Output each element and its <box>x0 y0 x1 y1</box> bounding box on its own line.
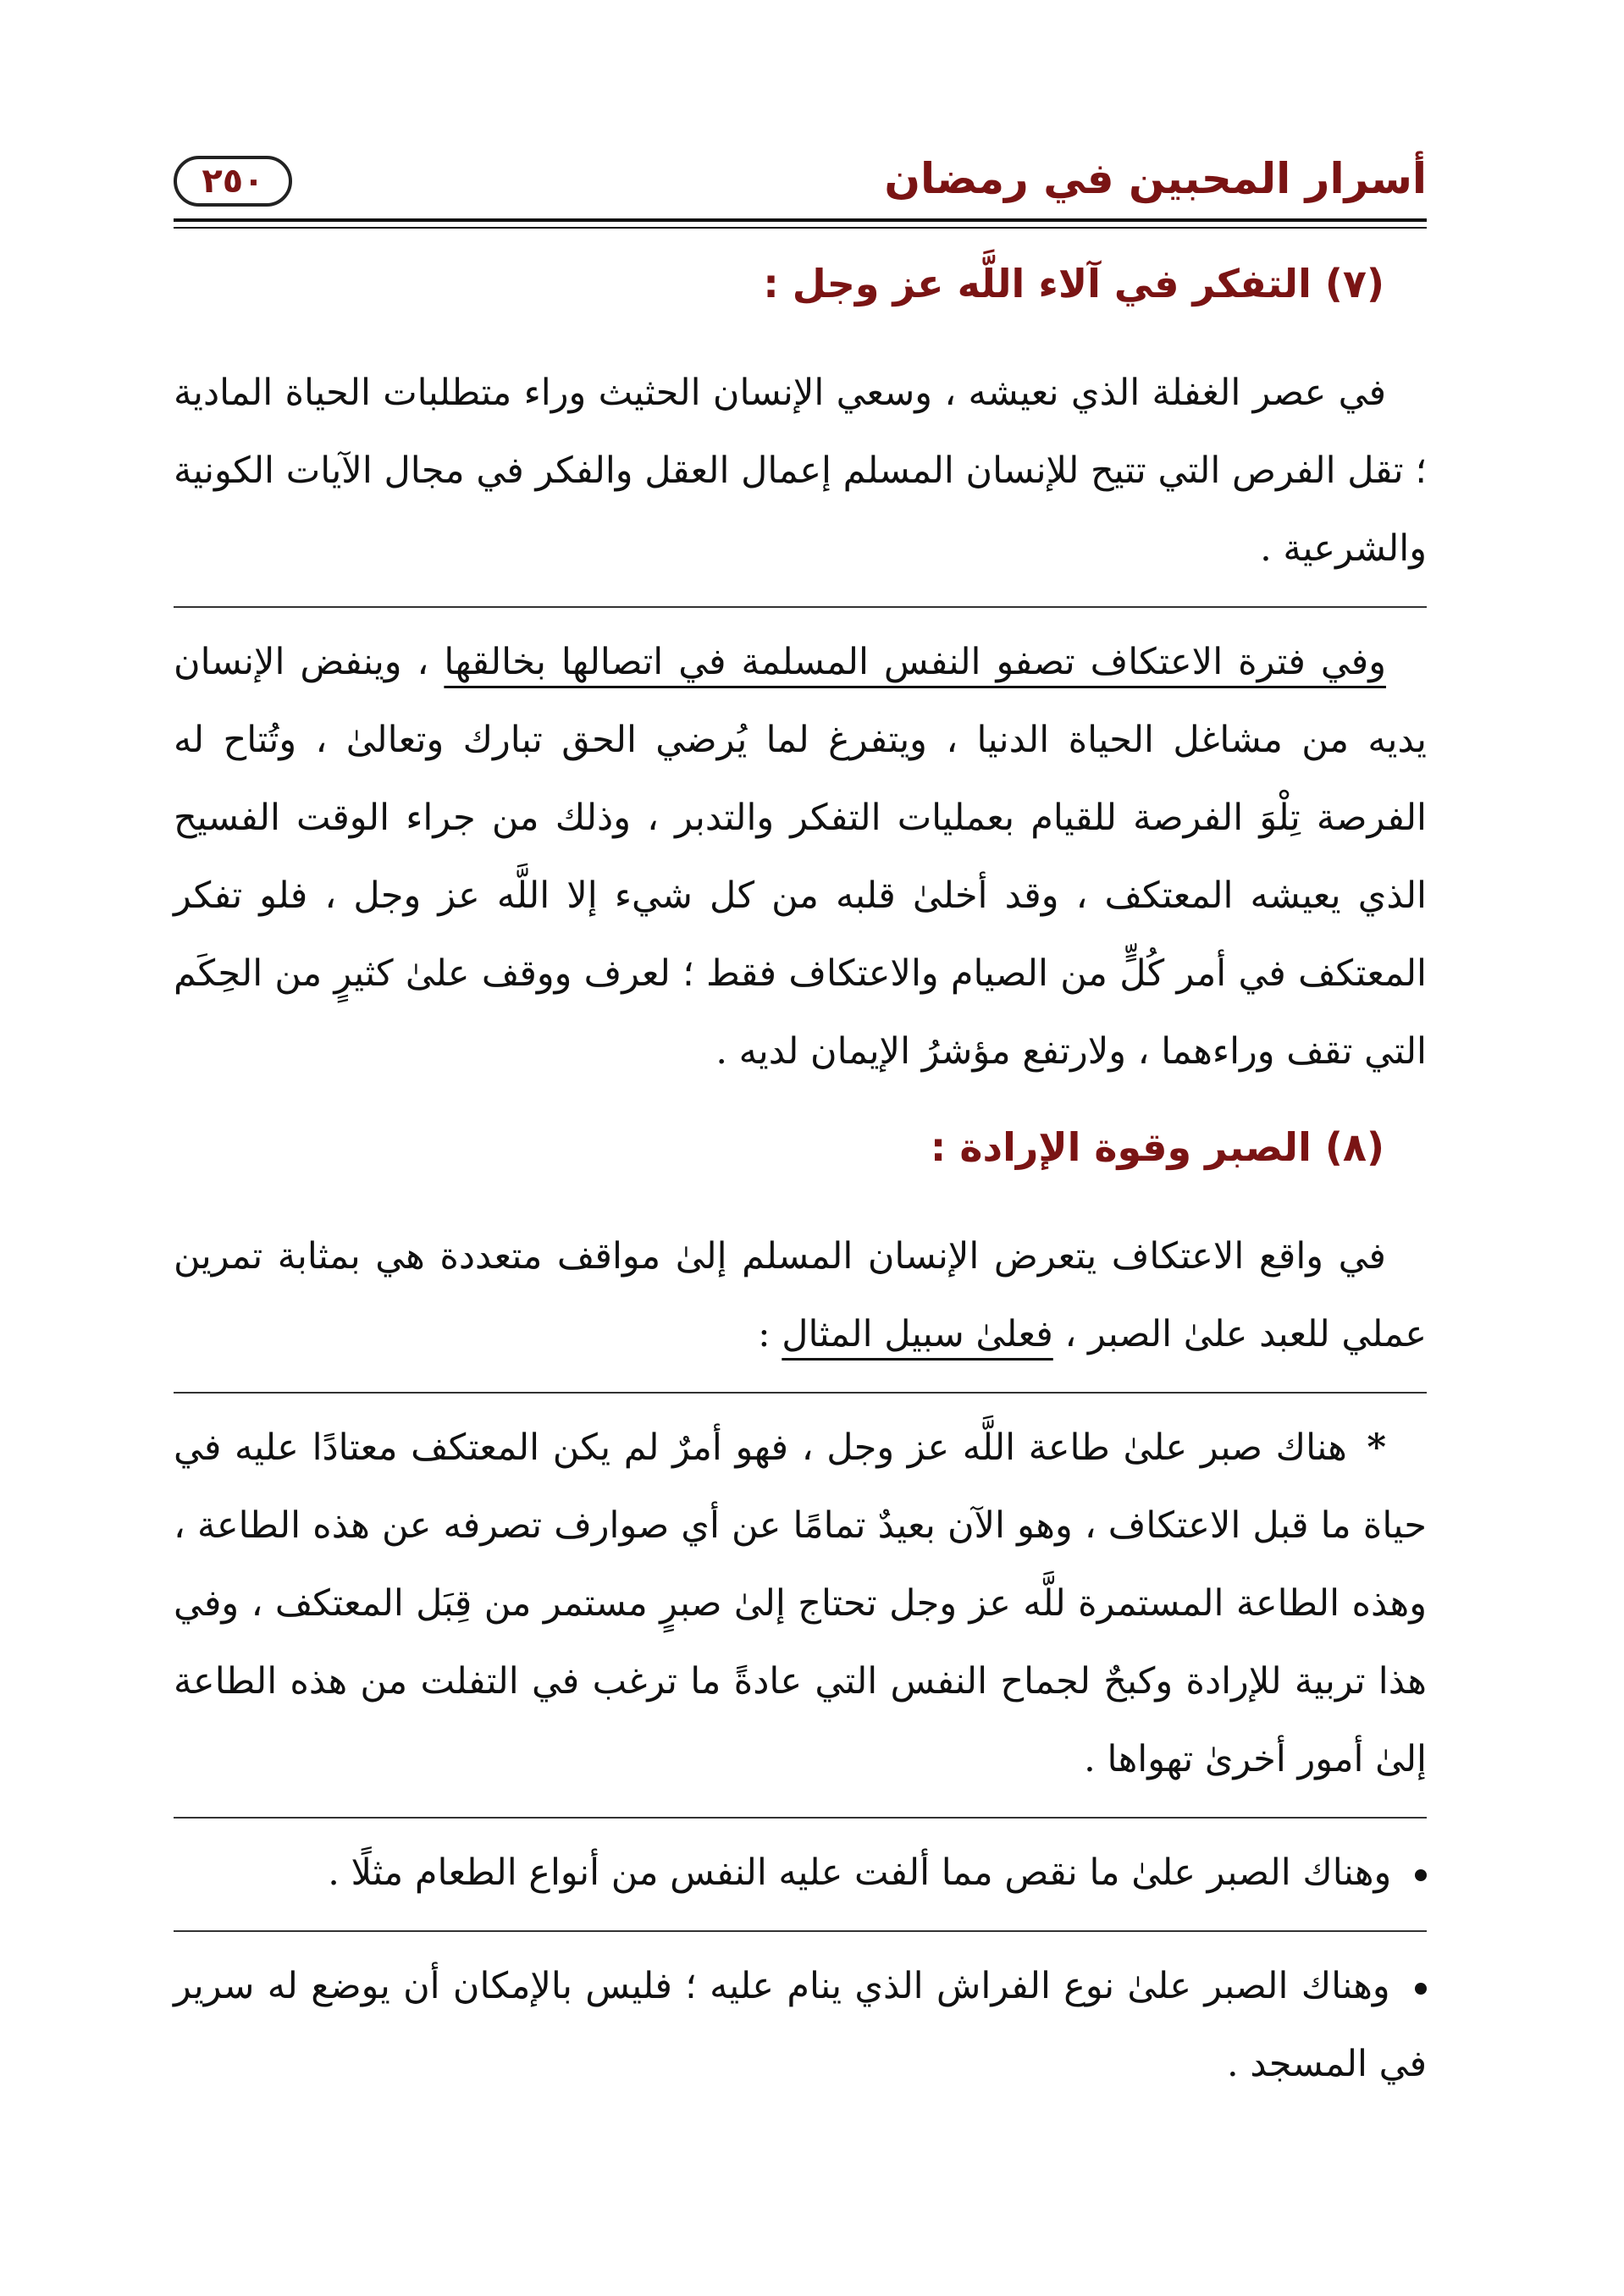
underlined-phrase: فعلىٰ سبيل المثال <box>782 1313 1053 1355</box>
header-rule-thick <box>174 218 1427 222</box>
bullet-icon <box>1415 1983 1427 1995</box>
paragraph-separator <box>174 1930 1427 1932</box>
paragraph-separator <box>174 1392 1427 1394</box>
book-title: أسرار المحبين في رمضان <box>884 154 1427 203</box>
paragraph-text-end: : <box>758 1313 771 1355</box>
paragraph-text: ، وينفض الإنسان يديه من مشاغل الحياة الدنيا ، ويتفرغ لما يُرضي الحق تبارك وتعالىٰ ، وتُتاح له الفرصة تِلْوَ الفرصة للقيام بعمليات التفكر والتدبر ، وذلك من جراء الوقت الفسيح الذي يعيشه المعتكف ، وقد أخلىٰ قلبه من كل شيء إلا اللَّه عز وجل ، فلو تفكر المعتكف في أمر كُلٍّ من الصيام والاعتكاف فقط ؛ لعرف ووقف علىٰ كثيرٍ من الحِكَم التي تقف وراءهما ، ولارتفع مؤشرُ الإيمان لديه . <box>174 641 1427 1073</box>
section-8-heading: (٨) الصبر وقوة الإرادة : <box>930 1124 1384 1170</box>
section-7-paragraph-2 <box>174 623 1427 1090</box>
bullet-text: وهناك الصبر علىٰ نوع الفراش الذي ينام عليه ؛ فليس بالإمكان أن يوضع له سرير في المسجد . <box>174 1965 1427 2085</box>
asterisk-marker: * <box>1367 1427 1386 1469</box>
paragraph-separator <box>174 606 1427 608</box>
paragraph-text: في واقع الاعتكاف يتعرض الإنسان المسلم إلىٰ مواقف متعددة هي بمثابة تمرين عملي للعبد علىٰ الصبر ، <box>174 1235 1427 1355</box>
section-8-paragraph-2 <box>174 1409 1427 1798</box>
bullet-item-2 <box>174 1947 1427 2103</box>
page-header <box>174 127 1427 229</box>
header-rule-thin <box>174 227 1427 229</box>
page-body <box>174 246 1427 2122</box>
bullet-text: وهناك الصبر علىٰ ما نقص مما ألفت عليه النفس من أنواع الطعام مثلًا . <box>328 1852 1392 1894</box>
section-7-paragraph-1: في عصر الغفلة الذي نعيشه ، وسعي الإنسان الحثيث وراء متطلبات الحياة المادية ؛ تقل الفرص التي تتيح للإنسان المسلم إعمال العقل والفكر في مجال الآيات الكونية والشرعية . <box>174 372 1427 570</box>
underlined-phrase: وفي فترة الاعتكاف تصفو النفس المسلمة في اتصالها بخالقها <box>444 641 1386 683</box>
section-7-heading: (٧) التفكر في آلاء اللَّه عز وجل : <box>763 261 1384 306</box>
bullet-item-1 <box>174 1834 1427 1912</box>
section-8-paragraph-1 <box>174 1217 1427 1373</box>
page-number-badge: ٢٥٠ <box>174 156 292 207</box>
paragraph-separator <box>174 1817 1427 1819</box>
paragraph-text: هناك صبر علىٰ طاعة اللَّه عز وجل ، فهو أمرٌ لم يكن المعتكف معتادًا عليه في حياة ما قبل الاعتكاف ، وهو الآن بعيدٌ تمامًا عن أي صوارف تصرفه عن هذه الطاعة ، وهذه الطاعة المستمرة للَّه عز وجل تحتاج إلىٰ صبرٍ مستمر من قِبَل المعتكف ، وفي هذا تربية للإرادة وكبحٌ لجماح النفس التي عادةً ما ترغب في التفلت من هذه الطاعة إلىٰ أمور أخرىٰ تهواها . <box>174 1427 1427 1780</box>
bullet-icon <box>1415 1869 1427 1881</box>
